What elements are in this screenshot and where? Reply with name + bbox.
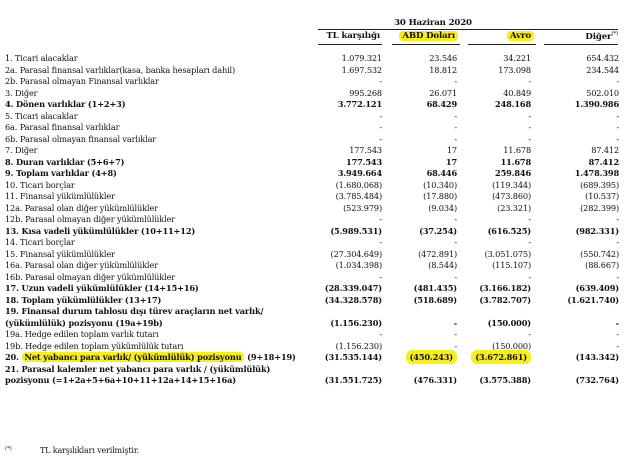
row-value-usd: - (454, 340, 457, 351)
table-row (0, 295, 628, 307)
row-label: 5. Ticari alacaklar (5, 110, 78, 121)
footnote (5, 446, 140, 456)
row-value-tl: (1.680.068) (335, 179, 382, 190)
footnote-mark: (*) (5, 446, 12, 452)
row-value-eur (461, 352, 531, 364)
table-body (0, 53, 628, 387)
row-value-tl: 177.543 (346, 156, 382, 167)
table-row (0, 122, 628, 134)
row-value-usd: - (454, 122, 457, 132)
column-header-eur-label: Avro (507, 31, 534, 41)
row-value-tl: - (379, 237, 382, 247)
row-value-usd (385, 352, 457, 364)
table-row (0, 76, 628, 88)
row-value-eur: (3.166.182) (479, 283, 531, 293)
row-value-tl: - (379, 133, 382, 144)
row-value-eur: - (528, 329, 531, 339)
row-label: 10. Ticari borçlar (5, 179, 75, 190)
row-value-tl: - (379, 76, 382, 86)
row-value-usd: 18.812 (429, 64, 457, 75)
row-value-eur: (616.525) (487, 225, 531, 236)
table-row (0, 88, 628, 100)
row-value-eur: (3.575.388) (479, 375, 531, 385)
table-row (0, 203, 628, 215)
row-value-eur: 11.678 (500, 156, 531, 167)
row-value-tl: 1.079.321 (341, 53, 382, 63)
row-value-tl: (5.989.531) (330, 225, 382, 236)
row-label: 16b. Parasal olmayan diğer yükümlülükler (5, 271, 176, 282)
table-row (0, 352, 628, 364)
row-label: 6b. Parasal olmayan finansal varlıklar (5, 133, 157, 144)
row-label: 4. Dönen varlıklar (1+2+3) (5, 99, 126, 109)
row-value-tl: (34.328.578) (324, 294, 382, 305)
row-value-usd: - (454, 271, 457, 282)
row-value-usd: - (454, 110, 457, 121)
column-header-eur (466, 31, 534, 41)
column-header-rule (468, 44, 536, 45)
row-value-other: - (616, 329, 619, 339)
row-value-eur: - (528, 76, 531, 86)
column-header-tl: TL karşılığı (326, 31, 380, 41)
column-header-usd (390, 31, 458, 41)
column-header-rule (392, 44, 460, 45)
row-value-eur-highlight: (3.672.861) (471, 350, 531, 364)
table-row (0, 341, 628, 353)
row-value-usd: (9.034) (428, 202, 457, 213)
row-value-usd: 17 (446, 145, 457, 155)
row-label: 19a. Hedge edilen toplam varlık tutarı (5, 329, 159, 339)
table-row (0, 53, 628, 65)
row-value-tl: - (379, 110, 382, 121)
row-label: 21. Parasal kalemler net yabancı para varlık / (yükümlülük) pozisyonu (=1+2a+5+6a+10+11+12a+14+15+16a) (5, 363, 271, 385)
column-header-other (542, 31, 618, 42)
row-label (5, 352, 305, 364)
row-value-usd: (518.689) (413, 294, 457, 305)
row-value-tl: (1.034.398) (335, 260, 382, 270)
column-header-rule (544, 44, 618, 45)
row-value-tl: - (379, 122, 382, 132)
column-header-other-footnote-mark: (*) (611, 31, 618, 37)
period-header: 30 Haziran 2020 (394, 18, 472, 28)
row-label: 3. Diğer (5, 87, 38, 98)
row-value-other: (982.331) (575, 225, 619, 236)
row-value-tl: (27.304.649) (330, 248, 382, 259)
column-header-usd-label: ABD Doları (399, 31, 458, 41)
row-value-usd: 26.071 (429, 87, 457, 98)
table-row (0, 283, 628, 295)
table-row (0, 99, 628, 111)
row-value-other: - (615, 317, 619, 328)
row-value-other: - (616, 110, 619, 121)
row-value-usd: - (454, 329, 457, 339)
row-value-usd: (476.331) (413, 375, 457, 385)
table-row (0, 237, 628, 249)
row-value-usd: - (454, 133, 457, 144)
table-row (0, 364, 628, 387)
row-value-other: 234.544 (586, 64, 619, 75)
row-value-usd: (472.891) (418, 248, 457, 259)
row-value-other: 1.478.398 (574, 168, 619, 178)
row-value-eur: (3.782.707) (479, 294, 531, 305)
column-header-other-label: Diğer (585, 31, 612, 42)
row-value-other: - (616, 340, 619, 351)
row-value-usd: (10.340) (423, 179, 457, 190)
row-value-other: (689.395) (580, 179, 619, 190)
row-value-eur: - (528, 237, 531, 247)
row-value-tl: (1.156.230) (335, 340, 382, 351)
table-row (0, 191, 628, 203)
row-value-eur: - (528, 122, 531, 132)
row-label: 2b. Parasal olmayan Finansal varlıklar (5, 76, 159, 86)
row-label: 2a. Parasal finansal varlıklar(kasa, banka hesapları dahil) (5, 64, 236, 75)
row-value-other: - (616, 237, 619, 247)
row-value-eur: - (528, 271, 531, 282)
row-label: 7. Diğer (5, 145, 38, 155)
row-value-tl: - (379, 329, 382, 339)
row-value-eur: 11.678 (503, 145, 531, 155)
row-value-eur: 248.168 (495, 99, 531, 109)
row-label: 18. Toplam yükümlülükler (13+17) (5, 294, 162, 305)
row-value-usd: - (453, 317, 457, 328)
table-row (0, 111, 628, 123)
row-value-eur: 40.849 (503, 87, 531, 98)
row-value-eur: 259.846 (495, 168, 531, 178)
row-value-eur: 34.221 (503, 53, 531, 63)
row-value-other: - (616, 271, 619, 282)
row-value-usd: 68.429 (426, 99, 457, 109)
column-header-rule (318, 44, 382, 45)
row-label: 13. Kısa vadeli yükümlülükler (10+11+12) (5, 225, 196, 236)
row-value-usd: - (454, 76, 457, 86)
row-value-other: (639.409) (575, 283, 619, 293)
row-value-tl: 3.772.121 (337, 99, 382, 109)
row-value-other: (1.621.740) (567, 294, 619, 305)
row-value-other: (10.537) (585, 191, 619, 201)
row-value-other: 1.390.986 (574, 99, 619, 109)
table-row (0, 249, 628, 261)
row-value-eur: - (528, 133, 531, 144)
row-value-tl: (28.339.047) (324, 283, 382, 293)
row-value-other: (550.742) (580, 248, 619, 259)
row-value-tl: - (379, 271, 382, 282)
row-label: 16a. Parasal olan diğer yükümlülükler (5, 260, 158, 270)
table-row (0, 65, 628, 77)
row-label: 14. Ticari borçlar (5, 237, 75, 247)
row-label: 8. Duran varlıklar (5+6+7) (5, 156, 125, 167)
row-value-tl: (523.979) (343, 202, 382, 213)
row-label-prefix: 20. (5, 352, 22, 362)
row-value-eur: (473.860) (492, 191, 531, 201)
row-value-tl: 177.543 (349, 145, 382, 155)
row-value-other: (143.342) (575, 352, 619, 362)
row-value-tl: - (379, 214, 382, 224)
row-value-other: - (616, 133, 619, 144)
row-label: 9. Toplam varlıklar (4+8) (5, 168, 117, 178)
footnote-text: TL karşılıkları verilmiştir. (40, 446, 140, 455)
row-value-eur: - (528, 214, 531, 224)
row-value-usd: (37.254) (419, 225, 457, 236)
table-row (0, 329, 628, 341)
row-value-other: 87.412 (588, 156, 619, 167)
row-value-eur: (23.321) (497, 202, 531, 213)
row-value-other: - (616, 122, 619, 132)
row-value-other: - (616, 214, 619, 224)
row-value-usd: (481.435) (413, 283, 457, 293)
row-value-usd: 68.446 (426, 168, 457, 178)
row-label: 15. Finansal yükümlülükler (5, 248, 115, 259)
row-value-tl: 1.697.532 (341, 64, 382, 75)
table-row (0, 168, 628, 180)
row-label: 19b. Hedge edilen toplam yükümlülük tutarı (5, 340, 184, 351)
row-value-other: 502.010 (586, 87, 619, 98)
row-label-highlight: Net yabancı para varlık/ (yükümlülük) pozisyonu (22, 352, 245, 362)
row-value-usd: - (454, 214, 457, 224)
row-label: 12a. Parasal olan diğer yükümlülükler (5, 202, 158, 213)
row-value-other: 87.412 (591, 145, 619, 155)
period-underline (318, 29, 618, 30)
row-value-other: (282.399) (580, 202, 619, 213)
row-value-eur: (150.000) (492, 340, 531, 351)
row-value-usd-highlight: (450.243) (406, 350, 457, 364)
table-row (0, 272, 628, 284)
row-label: 12b. Parasal olmayan diğer yükümlülükler (5, 214, 176, 224)
row-value-eur: - (528, 110, 531, 121)
row-label-suffix: (9+18+19) (244, 352, 296, 362)
row-value-eur: 173.098 (498, 64, 531, 75)
table-row (0, 145, 628, 157)
row-value-tl: (31.535.144) (324, 352, 382, 362)
row-value-tl: (31.551.725) (324, 375, 382, 385)
row-value-usd: (8.544) (428, 260, 457, 270)
row-value-eur: (115.107) (492, 260, 531, 270)
row-value-tl: (1.156.230) (330, 317, 382, 328)
row-value-eur: (150.000) (487, 317, 531, 328)
row-value-other: 654.432 (586, 53, 619, 63)
table-row (0, 306, 628, 329)
table-row (0, 180, 628, 192)
row-value-eur: (119.344) (492, 179, 531, 190)
table-row (0, 134, 628, 146)
row-value-other: (732.764) (575, 375, 619, 385)
row-label: 19. Finansal durum tablosu dışı türev araçların net varlık/ (yükümlülük) pozisyonu (19a+19b) (5, 306, 264, 328)
table-row (0, 157, 628, 169)
row-value-usd: 23.546 (429, 53, 457, 63)
row-label: 17. Uzun vadeli yükümlülükler (14+15+16) (5, 283, 199, 293)
row-value-tl: 995.268 (349, 87, 382, 98)
row-label: 1. Ticari alacaklar (5, 53, 78, 63)
table-row (0, 226, 628, 238)
row-label: 11. Finansal yükümlülükler (5, 191, 115, 201)
row-value-usd: - (454, 237, 457, 247)
row-label: 6a. Parasal finansal varlıklar (5, 122, 120, 132)
table-row (0, 260, 628, 272)
row-value-usd: (17.880) (423, 191, 457, 201)
row-value-eur: (3.051.075) (484, 248, 531, 259)
table-row (0, 214, 628, 226)
row-value-other: (88.667) (585, 260, 619, 270)
row-value-other: - (616, 76, 619, 86)
row-value-tl: (3.785.484) (335, 191, 382, 201)
row-value-tl: 3.949.664 (337, 168, 382, 178)
row-value-usd: 17 (445, 156, 457, 167)
